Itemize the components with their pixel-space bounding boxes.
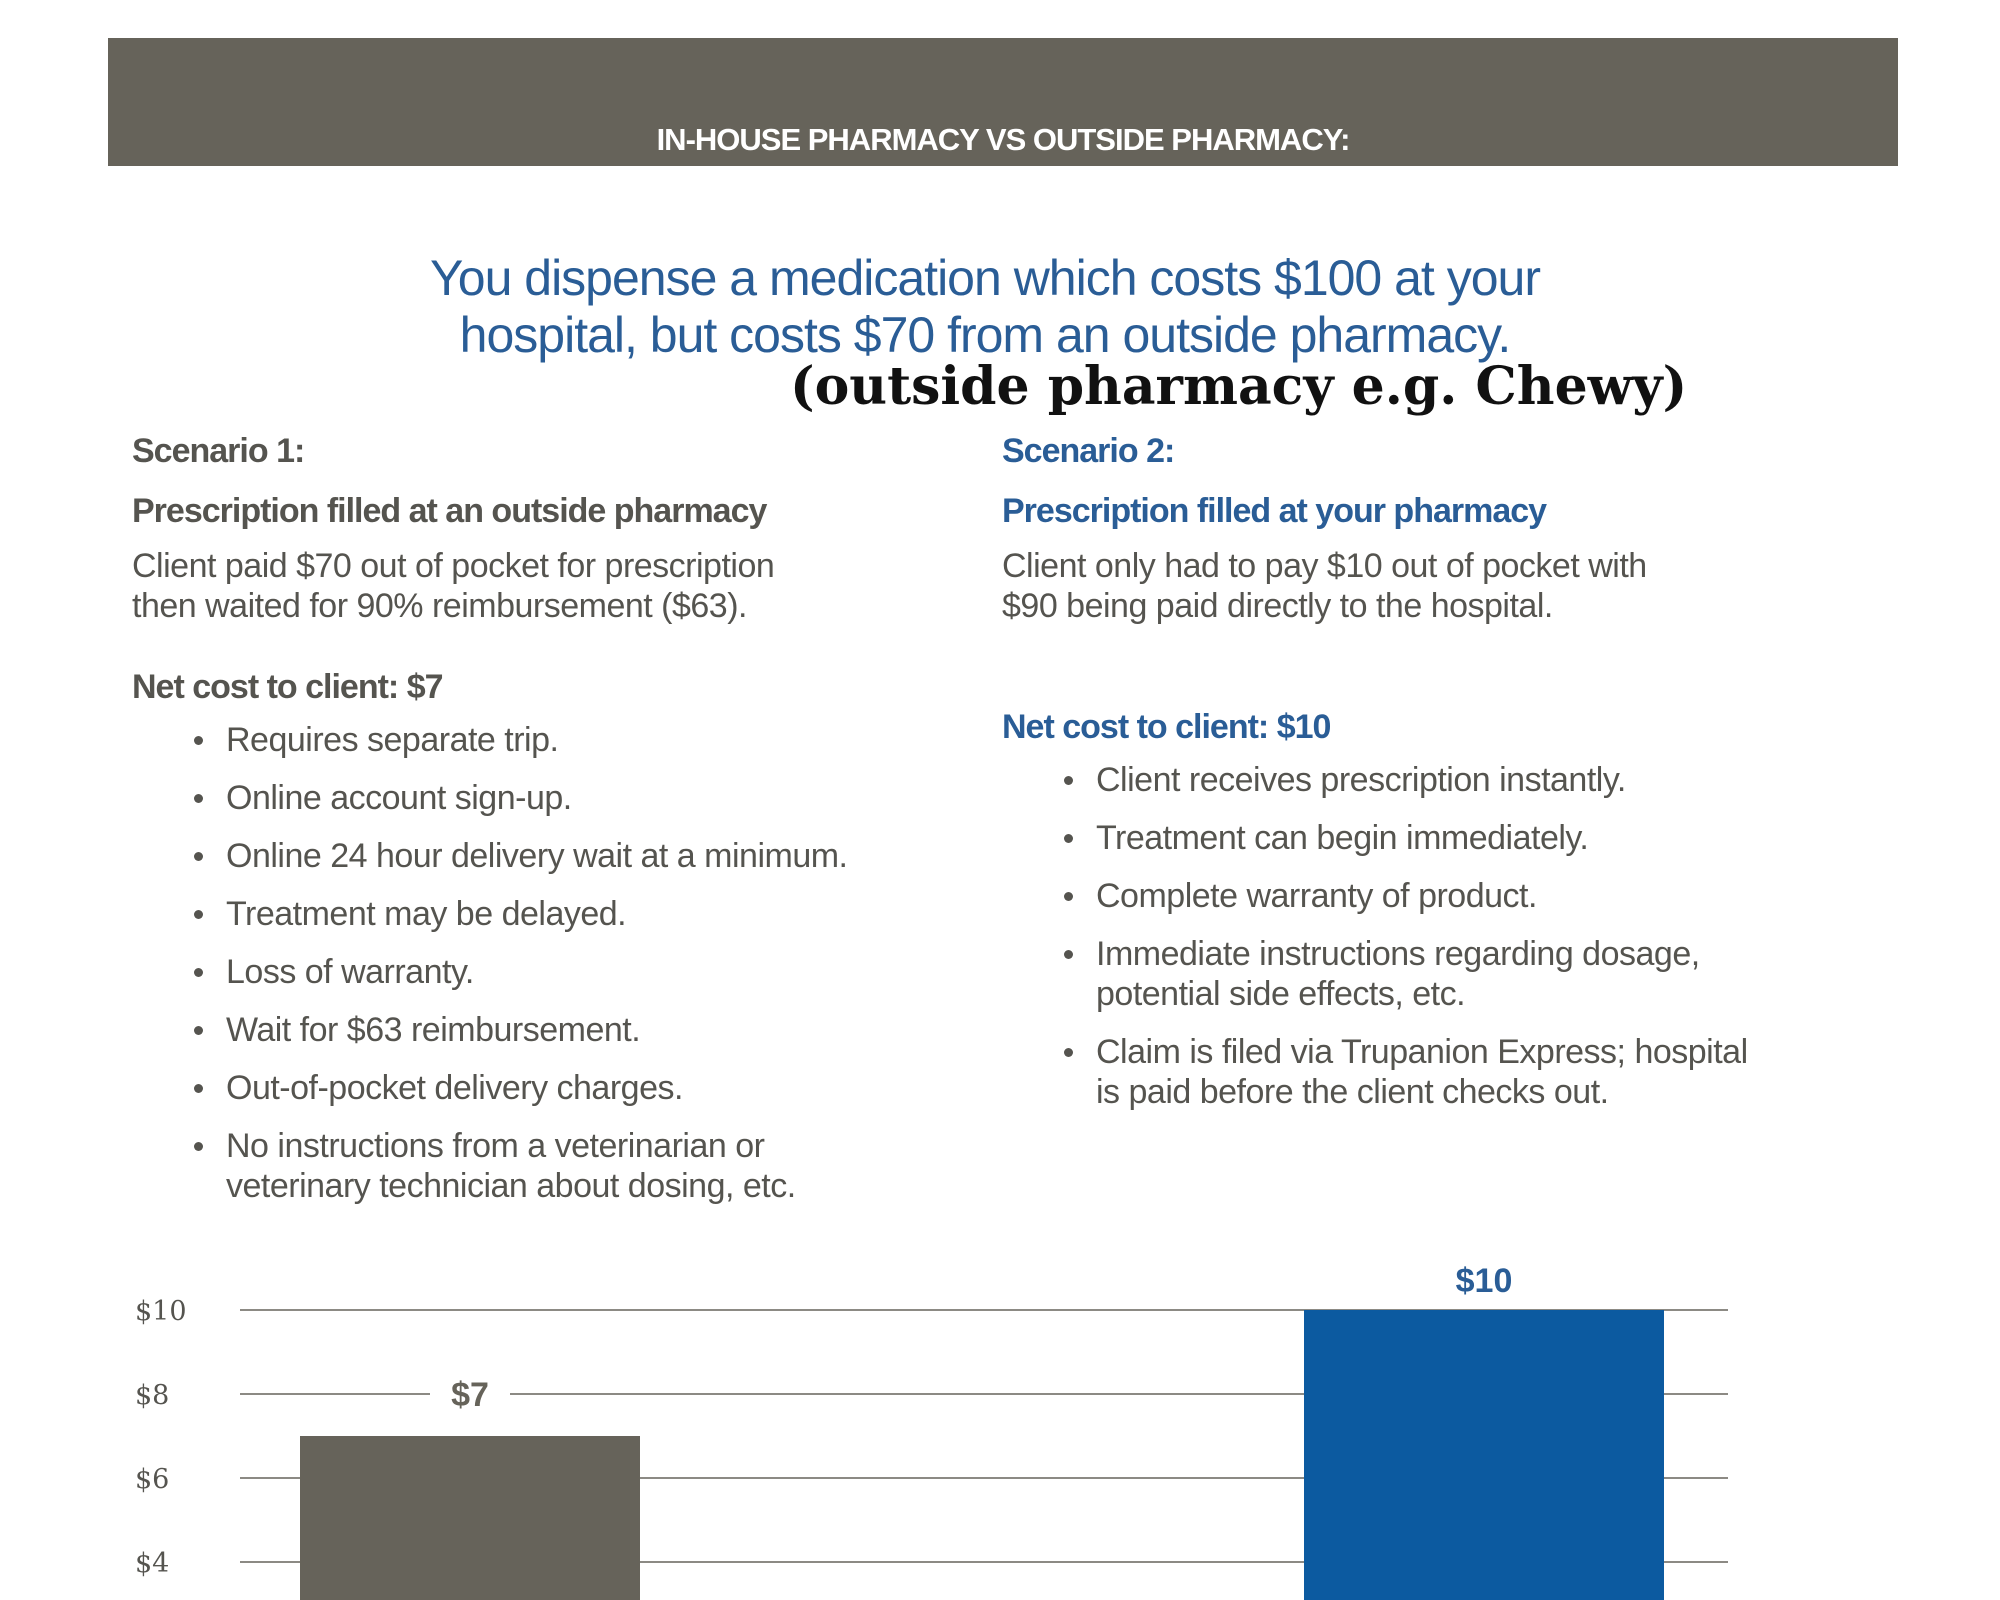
scenario-1-bullet-text: Online account sign-up.: [226, 779, 572, 817]
scenario-1-net-cost: Net cost to client: $7: [132, 668, 443, 706]
scenario-1-title: Scenario 1:: [132, 432, 305, 470]
scenario-2-bullet-text: potential side effects, etc.: [1096, 975, 1466, 1013]
bar: [300, 1436, 640, 1600]
scenario-2-subtitle: Prescription filled at your pharmacy: [1002, 492, 1547, 530]
y-tick-label: $10: [135, 1296, 187, 1327]
scenario-1-bullet-text: Online 24 hour delivery wait at a minimum.: [226, 837, 848, 875]
y-tick-label: $8: [135, 1380, 170, 1411]
bar: [1304, 1310, 1664, 1600]
scenario-1-bullet-text: Requires separate trip.: [226, 721, 559, 759]
scenario-1-subtitle: Prescription filled at an outside pharmacy: [132, 492, 767, 530]
scenario-1-bullet-text: Wait for $63 reimbursement.: [226, 1011, 641, 1049]
scenario-1-bullet-text: Treatment may be delayed.: [226, 895, 627, 933]
scenario-2-body-line-2: $90 being paid directly to the hospital.: [1002, 587, 1553, 625]
scenario-2-body-line-1: Client only had to pay $10 out of pocket with: [1002, 547, 1647, 585]
scenario-2-net-cost: Net cost to client: $10: [1002, 708, 1331, 746]
page-title: IN-HOUSE PHARMACY VS OUTSIDE PHARMACY:: [656, 122, 1350, 157]
data-label: $10: [1455, 1262, 1513, 1300]
y-tick-label: $6: [135, 1464, 170, 1495]
data-label: $7: [451, 1376, 489, 1414]
scenario-1-bullet-text: Out-of-pocket delivery charges.: [226, 1069, 683, 1107]
scenario-1-bullet-text: No instructions from a veterinarian or: [226, 1127, 765, 1165]
scenario-2-bullet-text: is paid before the client checks out.: [1096, 1073, 1609, 1111]
scenario-2-bullet-text: Immediate instructions regarding dosage,: [1096, 935, 1700, 973]
scenario-1-body-line-1: Client paid $70 out of pocket for prescription: [132, 547, 775, 585]
scenario-2-bullet-text: Client receives prescription instantly.: [1096, 761, 1626, 799]
scenario-2-bullet-text: Claim is filed via Trupanion Express; hospital: [1096, 1033, 1748, 1071]
y-tick-label: $4: [135, 1548, 170, 1579]
annotation-text: (outside pharmacy e.g. Chewy): [790, 356, 1688, 417]
headline-line-1: You dispense a medication which costs $100 at your: [430, 250, 1540, 306]
scenario-1-bullet-text: Loss of warranty.: [226, 953, 474, 991]
headline-line-2: hospital, but costs $70 from an outside pharmacy.: [459, 307, 1511, 363]
scenario-1-body-line-2: then waited for 90% reimbursement ($63).: [132, 587, 747, 625]
scenario-2-bullet-text: Treatment can begin immediately.: [1096, 819, 1589, 857]
scenario-2-title: Scenario 2:: [1002, 432, 1175, 470]
scenario-1-bullet-text: veterinary technician about dosing, etc.: [226, 1167, 796, 1205]
scenario-2-bullet-text: Complete warranty of product.: [1096, 877, 1537, 915]
